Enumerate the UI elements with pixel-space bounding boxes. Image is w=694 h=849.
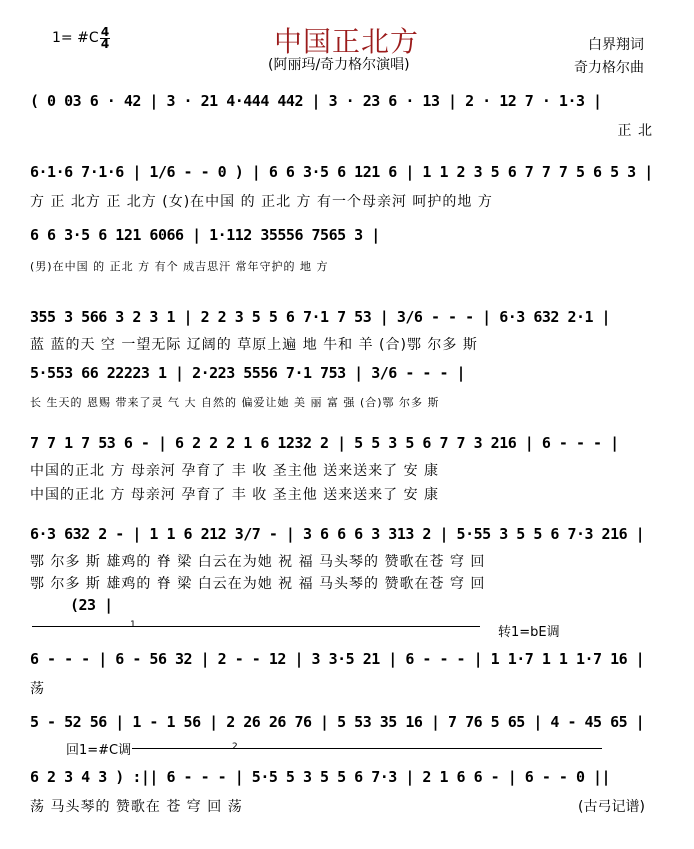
lyric-line: 荡	[30, 681, 45, 697]
volta-1-bracket	[32, 626, 480, 627]
notation-line: 7 7 1 7 53 6 - | 6 2 2 2 1 6 1232 2 | 5 5 3 5 6 7 7 3 216 | 6 - - - |	[30, 434, 619, 452]
lyric-line: 鄂 尔多 斯 雄鸡的 脊 梁 白云在为她 祝 福 马头琴的 赞歌在苍 穹 回	[30, 576, 486, 592]
notation-line: 6·1·6 7·1·6 | 1/6 - - 0 ) | 6 6 3·5 6 121 6 | 1 1 2 3 5 6 7 7 7 5 6 5 3 |	[30, 163, 653, 181]
volta-2-bracket	[132, 748, 602, 749]
composer-credit: 奇力格尔曲	[574, 60, 644, 76]
lyric-line: 正 北	[617, 123, 653, 139]
song-performers: (阿丽玛/奇力格尔演唱)	[268, 57, 410, 73]
return-key-marking: 回1=#C调	[66, 743, 132, 758]
key-signature: 1= #C	[52, 30, 99, 46]
notation-line: 6 - - - | 6 - 56 32 | 2 - - 12 | 3 3·5 21 | 6 - - - | 1 1·7 1 1 1·7 16 |	[30, 650, 645, 668]
lyricist-credit: 白界翔词	[588, 37, 644, 53]
modulation-marking: 转1=bE调	[498, 625, 560, 640]
notation-line: 355 3 566 3 2 3 1 | 2 2 3 5 5 6 7·1 7 53 | 3/6 - - - | 6·3 632 2·1 |	[30, 308, 611, 326]
pickup-notes: (23 |	[70, 596, 113, 614]
notation-line: 6 2 3 4 3 ) :|| 6 - - - | 5·5 5 3 5 5 6 7·3 | 2 1 6 6 - | 6 - - 0 ||	[30, 768, 611, 786]
volta-1-number: 1	[130, 620, 136, 630]
transcriber-credit: (古弓记谱)	[578, 799, 645, 815]
notation-line: 5 - 52 56 | 1 - 1 56 | 2 26 26 76 | 5 53 35 16 | 7 76 5 65 | 4 - 45 65 |	[30, 713, 645, 731]
lyric-line: 蓝 蓝的天 空 一望无际 辽阔的 草原上遍 地 牛和 羊 (合)鄂 尔多 斯	[30, 337, 478, 353]
notation-line: ( 0 03 6 · 42 | 3 · 21 4·444 442 | 3 · 23 6 · 13 | 2 · 12 7 · 1·3 |	[30, 92, 602, 110]
lyric-line: 荡 马头琴的 赞歌在 苍 穹 回 荡	[30, 799, 243, 815]
time-signature: 4 4	[100, 25, 110, 51]
lyric-line: 中国的正北 方 母亲河 孕育了 丰 收 圣主他 送来送来了 安 康	[30, 487, 440, 503]
lyric-line: (男)在中国 的 正北 方 有个 成吉思汗 常年守护的 地 方	[30, 260, 329, 273]
song-title: 中国正北方	[274, 25, 420, 58]
notation-line: 6 6 3·5 6 121 6066 | 1·112 35556 7565 3 |	[30, 226, 380, 244]
notation-line: 5·553 66 22223 1 | 2·223 5556 7·1 753 | 3/6 - - - |	[30, 364, 466, 382]
lyric-line: 方 正 北方 正 北方 (女)在中国 的 正北 方 有一个母亲河 呵护的地 方	[30, 194, 493, 210]
notation-line: 6·3 632 2 - | 1 1 6 212 3/7 - | 3 6 6 6 3 313 2 | 5·55 3 5 5 6 7·3 216 |	[30, 525, 645, 543]
lyric-line: 长 生天的 恩赐 带来了灵 气 大 自然的 偏爱让她 美 丽 富 强 (合)鄂 尔多 斯	[30, 396, 440, 409]
lyric-line: 鄂 尔多 斯 雄鸡的 脊 梁 白云在为她 祝 福 马头琴的 赞歌在苍 穹 回	[30, 554, 486, 570]
lyric-line: 中国的正北 方 母亲河 孕育了 丰 收 圣主他 送来送来了 安 康	[30, 463, 440, 479]
volta-2-number: 2	[232, 742, 238, 752]
